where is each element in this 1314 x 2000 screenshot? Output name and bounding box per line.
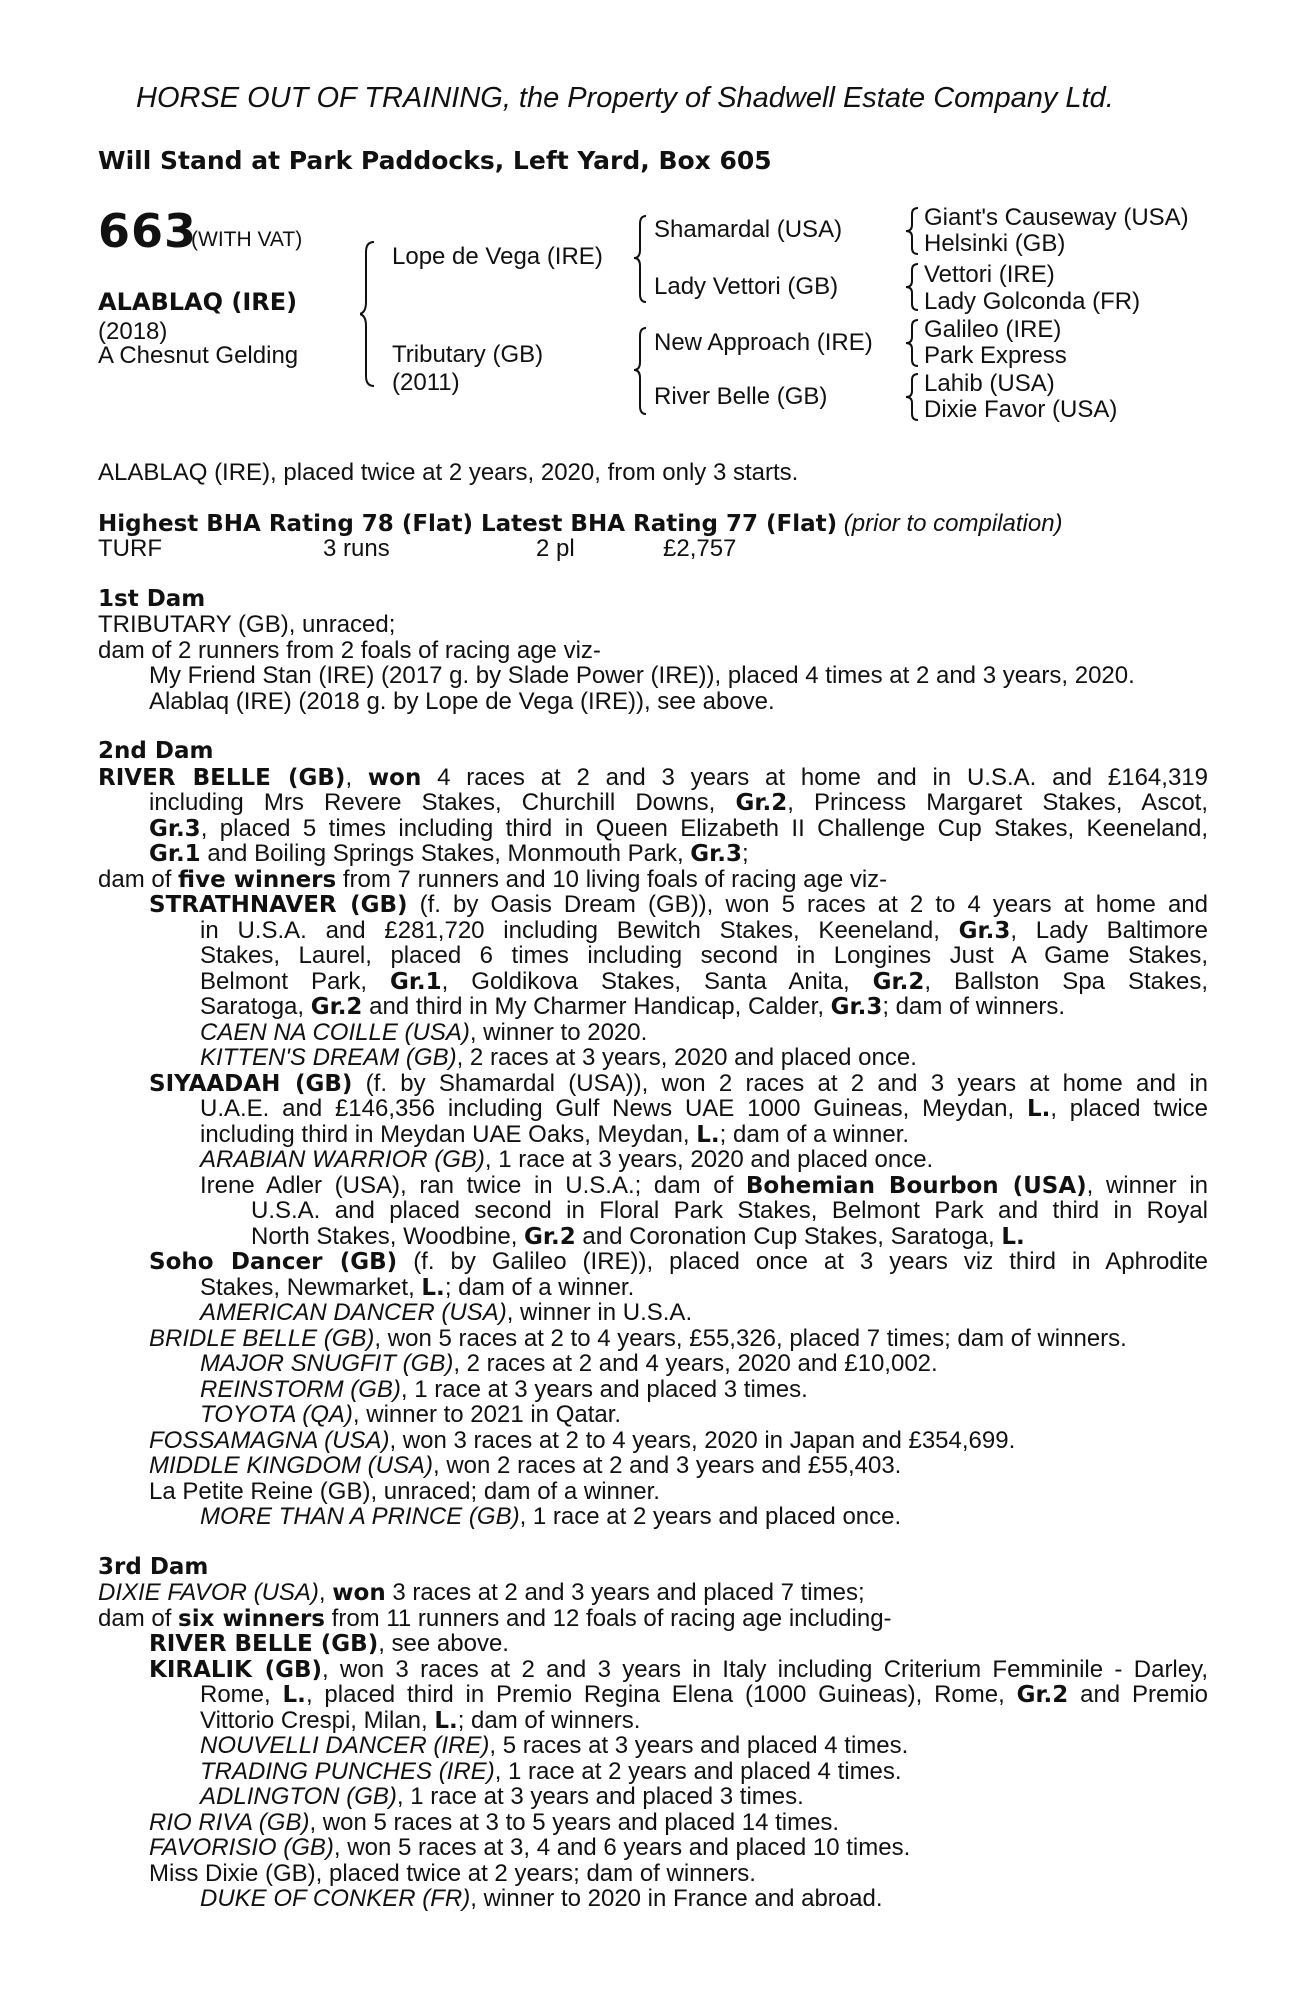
pedigree-dam: Tributary (GB) — [392, 341, 544, 368]
produce-entry: TOYOTA (QA), winner to 2021 in Qatar. — [200, 1401, 622, 1428]
third-dam-line: dam of six winners from 11 runners and 12 foals of racing age including- — [98, 1604, 892, 1632]
performance-summary: ALABLAQ (IRE), placed twice at 2 years, 2020, from only 3 starts. — [98, 459, 799, 486]
produce-entry: SIYAADAH (GB) (f. by Shamardal (USA)), won 2 races at 2 and 3 years at home and in — [149, 1070, 1208, 1096]
produce-entry: TRADING PUNCHES (IRE), 1 race at 2 years and placed 4 times. — [200, 1757, 902, 1785]
produce-entry: FAVORISIO (GB), won 5 races at 3, 4 and 6 years and placed 10 times. — [149, 1834, 911, 1861]
produce-entry: KIRALIK (GB), won 3 races at 2 and 3 years in Italy including Criterium Femminile - Darley, — [149, 1656, 1208, 1682]
produce-entry: U.A.E. and £146,356 including Gulf News UAE 1000 Guineas, Meydan, L., placed twice — [200, 1096, 1208, 1122]
first-dam-line: TRIBUTARY (GB), unraced; — [98, 611, 396, 638]
pedigree-brace-gg2 — [904, 262, 922, 312]
stats-runs: 3 runs — [323, 535, 390, 562]
pedigree-brace-dam — [632, 326, 652, 416]
pedigree-dam-dam: River Belle (GB) — [654, 383, 828, 410]
catalogue-text — [98, 460, 1208, 1912]
produce-entry: La Petite Reine (GB), unraced; dam of a winner. — [149, 1477, 660, 1505]
third-dam-line: DIXIE FAVOR (USA), won 3 races at 2 and 3 years and placed 7 times; — [98, 1579, 865, 1606]
produce-entry: MIDDLE KINGDOM (USA), won 2 races at 2 and 3 years and £55,403. — [149, 1452, 902, 1479]
produce-entry: BRIDLE BELLE (GB), won 5 races at 2 to 4 years, £55,326, placed 7 times; dam of winners. — [149, 1324, 1127, 1352]
second-dam-heading: 2nd Dam — [98, 738, 214, 764]
stats-earnings: £2,757 — [663, 535, 737, 562]
catalogue-header-title: HORSE OUT OF TRAINING, the Property of Shadwell Estate Company Ltd. — [136, 82, 1114, 114]
produce-entry: Rome, L., placed third in Premio Regina Elena (1000 Guineas), Rome, Gr.2 and Premio — [200, 1682, 1208, 1708]
produce-entry: U.S.A. and placed second in Floral Park Stakes, Belmont Park and third in Royal — [251, 1198, 1208, 1224]
produce-entry: REINSTORM (GB), 1 race at 3 years and placed 3 times. — [200, 1375, 808, 1403]
produce-entry: Belmont Park, Gr.1, Goldikova Stakes, Santa Anita, Gr.2, Ballston Spa Stakes, — [200, 968, 1208, 994]
produce-entry: AMERICAN DANCER (USA), winner in U.S.A. — [200, 1299, 693, 1326]
stats-placed: 2 pl — [536, 535, 575, 562]
stand-location: Will Stand at Park Paddocks, Left Yard, Box 605 — [98, 146, 772, 175]
produce-entry: MORE THAN A PRINCE (GB), 1 race at 2 years and placed once. — [200, 1503, 902, 1530]
first-dam-line: dam of 2 runners from 2 foals of racing age viz- — [98, 636, 601, 664]
produce-entry: KITTEN'S DREAM (GB), 2 races at 3 years, 2020 and placed once. — [200, 1044, 917, 1071]
pedigree-dam-year: (2011) — [392, 369, 460, 396]
pedigree-sire: Lope de Vega (IRE) — [392, 243, 603, 270]
second-dam-line: RIVER BELLE (GB), won 4 races at 2 and 3 years at home and in U.S.A. and £164,319 — [98, 764, 1208, 790]
pedigree-sire-dam: Lady Vettori (GB) — [654, 273, 839, 300]
produce-entry: RIO RIVA (GB), won 5 races at 3 to 5 years and placed 14 times. — [149, 1808, 840, 1836]
produce-entry: ARABIAN WARRIOR (GB), 1 race at 3 years, 2020 and placed once. — [200, 1146, 934, 1173]
produce-entry: Irene Adler (USA), ran twice in U.S.A.; dam of Bohemian Bourbon (USA), winner in — [200, 1172, 1208, 1198]
produce-entry: Vittorio Crespi, Milan, L.; dam of winners. — [200, 1706, 641, 1734]
pedigree-brace-sire — [632, 214, 652, 304]
produce-entry: Saratoga, Gr.2 and third in My Charmer Handicap, Calder, Gr.3; dam of winners. — [200, 993, 1066, 1020]
pedigree-gg-3: Vettori (IRE) — [924, 261, 1055, 288]
produce-entry: Stakes, Laurel, placed 6 times including second in Longines Just A Game Stakes, — [200, 943, 1208, 969]
produce-entry: DUKE OF CONKER (FR), winner to 2020 in France and abroad. — [200, 1885, 883, 1912]
produce-entry: NOUVELLI DANCER (IRE), 5 races at 3 years and placed 4 times. — [200, 1732, 909, 1759]
produce-entry: FOSSAMAGNA (USA), won 3 races at 2 to 4 years, 2020 in Japan and £354,699. — [149, 1426, 1016, 1454]
first-dam-produce: My Friend Stan (IRE) (2017 g. by Slade Power (IRE)), placed 4 times at 2 and 3 years, 2020. — [149, 662, 1135, 689]
pedigree-gg-7: Lahib (USA) — [924, 370, 1055, 397]
stats-line — [98, 536, 1208, 562]
produce-entry: Soho Dancer (GB) (f. by Galileo (IRE)), placed once at 3 years viz third in Aphrodite — [149, 1249, 1208, 1275]
pedigree-brace-gg3 — [904, 318, 922, 368]
vat-note: (WITH VAT) — [191, 228, 303, 251]
pedigree-gg-4: Lady Golconda (FR) — [924, 288, 1141, 315]
second-dam-line: Gr.3, placed 5 times including third in Queen Elizabeth II Challenge Cup Stakes, Keeneland, — [149, 815, 1208, 841]
second-dam-line: dam of five winners from 7 runners and 10 living foals of racing age viz- — [98, 865, 888, 893]
produce-entry: in U.S.A. and £281,720 including Bewitch Stakes, Keeneland, Gr.3, Lady Baltimore — [200, 917, 1208, 943]
pedigree-gg-6: Park Express — [924, 342, 1067, 369]
pedigree-brace-main — [360, 240, 384, 390]
first-dam-heading: 1st Dam — [98, 585, 206, 612]
pedigree-sire-sire: Shamardal (USA) — [654, 216, 843, 243]
produce-entry: CAEN NA COILLE (USA), winner to 2020. — [200, 1018, 648, 1046]
third-dam-heading: 3rd Dam — [98, 1553, 209, 1580]
pedigree-brace-gg4 — [904, 372, 922, 422]
produce-entry: STRATHNAVER (GB) (f. by Oasis Dream (GB)), won 5 races at 2 to 4 years at home and — [149, 892, 1208, 918]
lot-number: 663 — [98, 204, 198, 258]
second-dam-line: including Mrs Revere Stakes, Churchill Downs, Gr.2, Princess Margaret Stakes, Ascot, — [149, 790, 1208, 816]
horse-name: ALABLAQ (IRE) — [98, 288, 298, 316]
produce-entry: North Stakes, Woodbine, Gr.2 and Coronation Cup Stakes, Saratoga, L. — [251, 1222, 1025, 1250]
ratings-text: Highest BHA Rating 78 (Flat) Latest BHA Rating 77 (Flat) — [98, 510, 838, 537]
pedigree-gg-2: Helsinki (GB) — [924, 230, 1066, 257]
produce-entry: ADLINGTON (GB), 1 race at 3 years and placed 3 times. — [200, 1783, 804, 1810]
first-dam-produce: Alablaq (IRE) (2018 g. by Lope de Vega (IRE)), see above. — [149, 687, 775, 715]
pedigree-gg-5: Galileo (IRE) — [924, 316, 1062, 343]
horse-year: (2018) — [98, 318, 168, 345]
produce-entry: RIVER BELLE (GB), see above. — [149, 1630, 509, 1657]
stats-surface: TURF — [98, 535, 162, 562]
produce-entry: MAJOR SNUGFIT (GB), 2 races at 2 and 4 years, 2020 and £10,002. — [200, 1350, 938, 1377]
ratings-line — [98, 511, 1208, 537]
produce-entry: Stakes, Newmarket, L.; dam of a winner. — [200, 1273, 635, 1301]
ratings-note: (prior to compilation) — [843, 509, 1063, 537]
pedigree-gg-1: Giant's Causeway (USA) — [924, 204, 1189, 231]
produce-entry: Miss Dixie (GB), placed twice at 2 years; dam of winners. — [149, 1859, 756, 1887]
produce-entry: including third in Meydan UAE Oaks, Meydan, L.; dam of a winner. — [200, 1120, 910, 1148]
pedigree-gg-8: Dixie Favor (USA) — [924, 396, 1118, 423]
horse-description: A Chesnut Gelding — [98, 342, 299, 369]
second-dam-line: Gr.1 and Boiling Springs Stakes, Monmouth Park, Gr.3; — [149, 840, 749, 867]
pedigree-brace-gg1 — [904, 206, 922, 256]
pedigree-dam-sire: New Approach (IRE) — [654, 329, 873, 356]
